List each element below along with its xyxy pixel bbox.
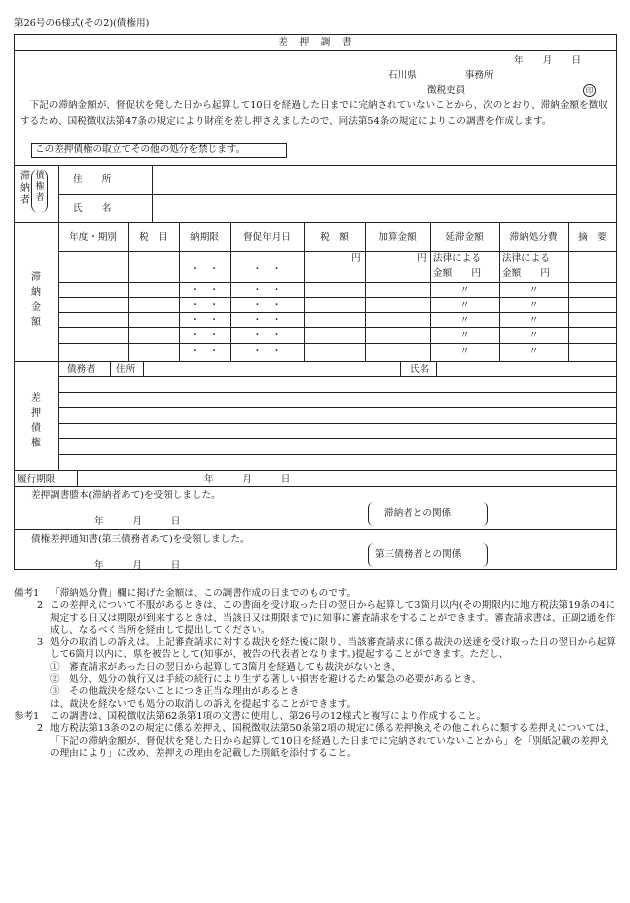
ref-2-head: 2 [36,723,44,735]
col-line [365,222,366,361]
ref-1 [14,711,618,723]
seized-row-line [58,438,617,439]
seized-row-line [58,392,617,393]
note-3-conclusion: は、裁決を経ないでも処分の取消しの訴えを提起することができます。 [50,698,357,710]
intro-paragraph: 下記の滞納金額が、督促状を発した日から起算して10日を経過した日までに完納されていないことから、次のとおり、滞納金額を徴収するため、国税徴収法第47条の規定により財産を差し押さえましたので、同法第54条の規定によりこの調書を作成します。 [20,100,608,127]
deadline-date: 年 月 日 [204,474,291,485]
receipt-divider [14,529,617,530]
ditto-mark: 〃 [528,330,539,341]
debtor-label-divider [110,361,111,376]
receipt2-date: 年 月 日 [94,560,181,571]
receipt2-text: 債権差押通知書(第三債務者あて)を受領しました。 [31,534,250,545]
due-date-dots: ・ ・ [190,346,219,357]
ref-2-text: 地方税法第13条の2の規定に係る差押え、国税徴収法第50条第2項の規定に係る差押換えその他これらに類する差押えについては、「下記の滞納金額が、督促状を発した日から起算して10日を経過した日までに完納されていないことから」を「別紙記載の差押えの理由により」に改め、差押えの理由を記載した別紙を添付すること。 [50,723,615,759]
due-date-dots: ・ ・ [190,330,219,341]
office-name: 石川県 事務所 [388,70,494,81]
seized-row-line [58,454,617,455]
col-line [304,222,305,361]
note-2 [14,600,618,637]
row-line [58,312,617,313]
creditor-side-label: 債権者 [35,171,45,203]
demand-date-dots: ・ ・ [252,330,282,341]
note-3-case-1: ① 審査請求があった日の翌日から起算して3箇月を経過しても裁決がないとき、 [50,661,401,673]
deadline-bottom-line [14,486,617,487]
debtor-mid-line [58,194,617,195]
ref-1-head: 参考1 [14,710,40,722]
address-label: 住 所 [73,174,112,185]
seized-row-line [58,423,617,424]
note-3 [14,637,618,662]
col-header-remarks: 摘 要 [578,232,607,243]
ditto-mark: 〃 [528,285,539,296]
row-line [58,327,617,328]
col-header-disposition-fee: 滞納処分費 [509,232,558,243]
seal-mark: 印 [583,84,596,97]
name-label: 氏 名 [73,203,112,214]
due-date-dots: ・ ・ [190,285,219,296]
seized-row-line [58,407,617,408]
demand-date-dots: ・ ・ [252,346,282,357]
official-title: 徴税吏員 [427,85,466,96]
intro-bottom-line [14,165,617,166]
due-date-dots: ・ ・ [190,300,219,311]
note-3-text: 処分の取消しの訴えは、上記審査請求に対する裁決を経た後に限り、当該審査請求に係る裁決の送達を受け取った日の翌日から起算して6箇月以内に、県を被告として(知事が、被告の代表者となります。)提起することができます。ただし、 [50,637,617,661]
note-3-case-2: ② 処分、処分の執行又は手続の続行により生ずる著しい損害を避けるため緊急の必要があるとき、 [50,674,482,686]
prohibition-text: この差押債権の取立てその他の処分を禁じます。 [35,144,246,155]
col-header-tax-amount: 税 額 [320,232,349,243]
fee-legal-amount: 金額 円 [502,268,550,279]
amounts-side-label: 滞納金額 [31,272,41,328]
demand-date-dots: ・ ・ [252,285,282,296]
third-debtor-label: 債務者 [67,364,96,375]
ditto-mark: 〃 [528,315,539,326]
due-date-dots: ・ ・ [190,264,219,275]
receipt1-relation: 滞納者との関係 [384,508,452,519]
notes-section [14,588,618,760]
col-header-demand-date: 督促年月日 [243,232,291,243]
demand-date-dots: ・ ・ [252,300,282,311]
col-line [568,222,569,361]
col-line [128,222,129,361]
debtor-bottom-line [14,222,617,223]
note-1-text: 「滞納処分費」欄に掲げた金額は、この調書作成の日までのものです。 [50,588,357,599]
row-line [58,297,617,298]
ref-1-text: この調書は、国税徴収法第62条第1項の文書に使用し、第26号の12様式と複写により作成すること。 [50,710,487,722]
col-header-period: 年度・期別 [69,232,117,243]
ref-2 [14,723,618,760]
due-date-dots: ・ ・ [190,315,219,326]
document-date: 年 月 日 [514,55,582,66]
third-name-label: 氏名 [410,364,430,375]
note-1 [14,588,618,600]
note-2-head: 2 [36,600,44,612]
deadline-label: 履行期限 [17,474,56,485]
seized-bottom-line [14,470,617,471]
ditto-mark: 〃 [528,300,539,311]
row-line [58,282,617,283]
added-unit: 円 [417,253,427,264]
row-line [58,251,617,252]
debtor-side-label: 滞納者 [20,171,30,206]
ditto-mark: 〃 [459,300,470,311]
col-header-delinquency: 延滞金額 [445,232,484,243]
delinquency-legal: 法律による [433,253,481,264]
deadline-divider [77,470,78,486]
note-3-case-3: ③ その他裁決を経ないことにつき正当な理由があるとき [50,686,300,698]
receipt1-date: 年 月 日 [94,516,181,527]
col-header-tax-item: 税 目 [139,232,168,243]
name-divider-left [400,361,401,376]
note-1-head: 備考1 [14,588,40,599]
page-title: 差 押 調 書 [278,37,353,48]
seized-side-label: 差押債権 [31,393,41,449]
paren-bracket [31,169,48,213]
ditto-mark: 〃 [459,285,470,296]
ditto-mark: 〃 [459,330,470,341]
ditto-mark: 〃 [459,346,470,357]
address-label-divider [143,361,144,376]
demand-date-dots: ・ ・ [252,264,282,275]
delinquency-legal-amount: 金額 円 [433,268,481,279]
note-2-text: この差押えについて不服があるときは、この書面を受け取った日の翌日から起算して3箇月以内(その期限内に地方税法第19条の4に規定する日又は期限が到来するときは、当該日又は期限まで)に知事に審査請求をすることができます。審査請求書は、正副2通を作成し、なるべく当所を経由して提出してください。 [50,600,616,636]
row-line [58,343,617,344]
tax-unit: 円 [351,253,361,264]
name-divider-right [436,361,437,376]
ditto-mark: 〃 [459,315,470,326]
third-address-label: 住所 [116,364,136,375]
receipt2-relation: 第三債務者との関係 [375,549,462,560]
col-header-added-amount: 加算金額 [378,232,417,243]
ditto-mark: 〃 [528,346,539,357]
demand-date-dots: ・ ・ [252,315,282,326]
title-divider [14,50,617,51]
note-3-head: 3 [36,637,44,649]
fee-legal: 法律による [502,253,550,264]
form-number: 第26号の6様式(その2)(債権用) [14,18,150,29]
amounts-bottom-line [14,361,617,362]
receipt1-text: 差押調書謄本(滞納者あて)を受領しました。 [31,490,221,501]
seized-row-line [58,376,617,377]
col-header-due-date: 納期限 [190,232,219,243]
